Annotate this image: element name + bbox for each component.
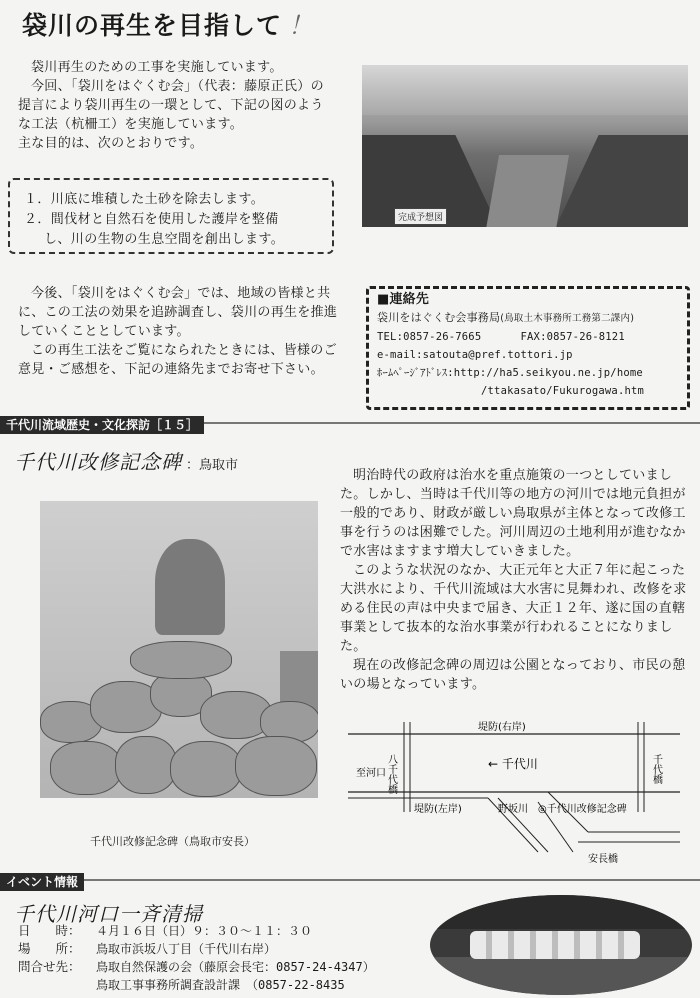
paragraph: 今後、「袋川をはぐくむ会」では、地域の皆様と共に、この工法の効果を追跡調査し、袋川の再生を推進していくこととしています。	[18, 286, 338, 339]
map-levee-left: 堤防(左岸)	[414, 804, 462, 815]
map-monument: ◎千代川改修記念碑	[538, 804, 627, 815]
history-heading	[14, 446, 238, 475]
cleanup-photo	[430, 895, 692, 995]
photo-label: 完成予想図	[394, 208, 447, 225]
paragraph: 現在の改修記念碑の周辺は公園となっており、市民の憩いの場となっています。	[340, 658, 686, 692]
location-map	[338, 712, 690, 864]
paragraph: 今回、「袋川をはぐくむ会」（代表：藤原正氏）の提言により袋川再生の一環として、下記の図のような工法（杭柵工）を実施しています。	[18, 79, 324, 132]
paragraph: この再生工法をご覧になられたときには、皆様のご意見・ご感想を、下記の連絡先までお寄せ下さい。	[18, 343, 337, 377]
event-details	[18, 922, 375, 994]
map-yasaka-river: 野坂川	[498, 804, 528, 815]
contact-heading: ■連絡先	[377, 292, 430, 307]
later-text	[18, 284, 338, 379]
paragraph: 袋川再生のための工事を実施しています。	[31, 60, 283, 75]
goal-item: １．川底に堆積した土砂を除去します。	[24, 192, 265, 207]
map-levee-right: 堤防(右岸)	[478, 722, 526, 733]
paragraph: このような状況のなか、大正元年と大正７年に起こった大洪水により、千代川流域は大水害に見舞われ、改修を求める住民の声は中央まで届き、大正１２年、遂に国の直轄事業として抜本的な治水事業が行われることになりました。	[340, 563, 687, 654]
map-river-label: ← 千代川	[488, 757, 538, 771]
section-bar-events	[0, 871, 700, 889]
history-location: ：鳥取市	[186, 458, 239, 473]
contact-homepage: ﾎｰﾑﾍﾟｰｼﾞｱﾄﾞﾚｽ:http://ha5.seikyou.ne.jp/home	[377, 367, 643, 379]
goal-item: ２．間伐材と自然石を使用した護岸を整備	[24, 212, 279, 227]
contact-phone: TEL:0857-26-7665 FAX:0857-26-8121	[377, 331, 625, 343]
goal-item-continued: し、川の生物の生息空間を創出します。	[44, 232, 285, 247]
map-bridge-right: 千代橋	[650, 754, 662, 784]
section-bar-history	[0, 414, 700, 432]
completion-rendering-photo	[362, 65, 688, 227]
event-row: 鳥取工事事務所調査設計課 （0857-22-8435	[96, 978, 345, 992]
map-yasunaga-bridge: 安長橋	[588, 854, 618, 864]
event-row: 日 時： ４月１６日（日）９：３０～１１：３０	[18, 923, 313, 938]
article-title: 袋川の再生を目指して ！	[22, 11, 315, 40]
section-tag: 千代川流域歴史・文化探訪［１５］	[0, 416, 204, 434]
monument-photo	[40, 501, 318, 798]
contact-org: 袋川をはぐくむ会事務局(鳥取土木事務所工務第二課内)	[377, 311, 635, 324]
history-text	[340, 466, 688, 694]
section-tag: イベント情報	[0, 873, 84, 891]
paragraph: 明治時代の政府は治水を重点施策の一つとしていました。しかし、当時は千代川等の地方の河川では地元負担が一般的であり、財政が厳しい鳥取県が主体となって改修工事を行うのは困難でした。河川周辺の土地利用が進むなかで水害はますます増大していきました。	[340, 468, 686, 559]
monument-photo-caption: 千代川改修記念碑（鳥取市安長）	[90, 835, 255, 848]
map-bridge-left: 八千代橋	[385, 754, 397, 794]
history-title: 千代川改修記念碑	[14, 450, 182, 474]
contact-box	[366, 286, 690, 410]
event-title: 千代川河口一斉清掃	[14, 902, 203, 926]
goals-box	[8, 178, 334, 254]
contact-email: e-mail:satouta@pref.tottori.jp	[377, 349, 573, 361]
paragraph: 主な目的は、次のとおりです。	[18, 136, 204, 151]
map-to-mouth: 至河口	[356, 768, 386, 779]
intro-text	[18, 58, 336, 153]
event-row: 問合せ先： 鳥取自然保護の会（藤原会長宅：0857-24-4347）	[18, 959, 375, 974]
event-row: 場 所： 鳥取市浜坂八丁目（千代川右岸）	[18, 941, 277, 956]
contact-homepage-cont: /ttakasato/Fukurogawa.htm	[481, 385, 645, 397]
